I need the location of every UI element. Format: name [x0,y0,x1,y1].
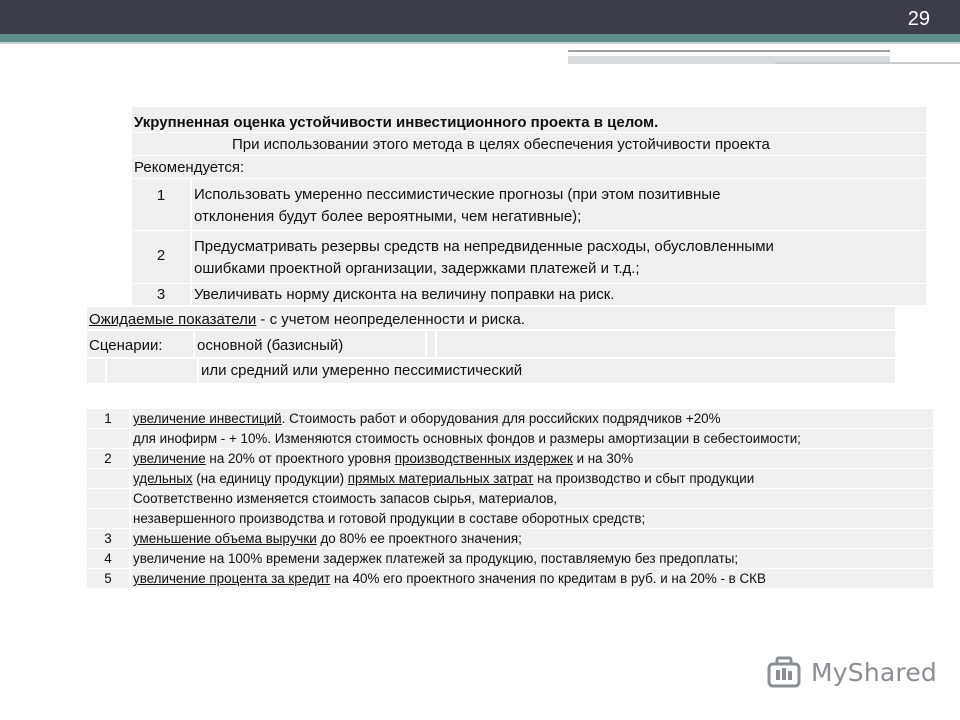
item-line: Использовать умеренно пессимистические прогнозы (при этом позитивные [194,186,721,203]
text-fragment: для инофирм - + 10%. Изменяются стоимость основных фондов и размеры амортизации в себестоимости; [133,431,801,446]
recommendation-item-3 [132,284,926,306]
row-number [87,429,131,448]
divider-line [0,42,960,44]
text-fragment: до 80% ее проектного значения; [316,531,522,546]
decor-line-1 [568,50,890,52]
myshared-logo [767,656,937,688]
row-number: 3 [87,529,131,548]
empty-cell [87,359,107,383]
row-number: 5 [87,569,131,588]
underlined-term: увеличение процента за кредит [133,571,331,586]
empty-cell [107,359,199,383]
myshared-logo-icon [767,656,803,688]
scenarios-label: Сценарии: [87,331,195,357]
underlined-term: уменьшение объема выручки [133,531,317,546]
underlined-term: увеличение [133,451,206,466]
text-fragment: . Стоимость работ и оборудования для российских подрядчиков +20% [281,411,721,426]
table-row [87,569,933,589]
row-text [131,429,933,448]
table-row [87,549,933,569]
scenario-alt-row [87,359,895,383]
page-number: 29 [907,8,930,30]
text-fragment: на 40% его проектного значения по кредитам в руб. и на 20% - в СКВ [330,571,766,586]
row-text [131,469,933,488]
table-row [87,509,933,529]
table-row [87,449,933,469]
underlined-term: увеличение инвестиций [133,411,282,426]
scenarios-table [87,307,895,383]
text-fragment: на 20% от проектного уровня [205,451,395,466]
text-fragment: Соответственно изменяется стоимость запасов сырья, материалов, [133,491,558,506]
row-number: 1 [87,409,131,428]
row-text [131,449,933,468]
item-number: 1 [132,179,192,230]
row-text [131,549,933,568]
expected-indicators-text: - с учетом неопределенности и риска. [256,311,526,328]
text-fragment: на производство и сбыт продукции [533,471,755,486]
method-subtitle: При использовании этого метода в целях обеспечения устойчивости проекта [132,133,926,156]
row-text [131,529,933,548]
text-fragment: (на единицу продукции) [192,471,348,486]
myshared-logo-text: MyShared [811,657,937,687]
underlined-term: удельных [133,471,193,486]
table-row [87,409,933,429]
decor-line-3 [775,62,960,64]
method-table [132,107,926,306]
table-row [87,469,933,489]
expected-indicators-row [87,307,895,331]
item-line: Увеличивать норму дисконта на величину поправки на риск. [194,286,615,303]
row-text [131,509,933,528]
recommendation-item-1 [132,179,926,231]
underlined-term: производственных издержек [394,451,573,466]
scenario-main: основной (базисный) [195,331,427,357]
scenario-alt: или средний или умеренно пессимистический [201,362,523,379]
row-number [87,489,131,508]
top-bar [0,0,960,34]
item-line: ошибками проектной организации, задержками платежей и т.д.; [194,260,640,277]
text-fragment: увеличение на 100% времени задержек платежей за продукцию, поставляемую без предоплаты; [133,551,739,566]
row-number [87,469,131,488]
table-row [87,429,933,449]
row-number: 2 [87,449,131,468]
recommends-label: Рекомендуется: [132,156,926,179]
recommendation-item-2 [132,231,926,284]
scenario-main-row [87,331,895,359]
underlined-term: прямых материальных затрат [347,471,534,486]
method-title: Укрупненная оценка устойчивости инвестиционного проекта в целом. [132,107,926,133]
table-row [87,529,933,549]
text-fragment: и на 30% [572,451,634,466]
item-line: Предусматривать резервы средств на непредвиденные расходы, обусловленными [194,238,774,255]
table-row [87,489,933,509]
item-line: отклонения будут более вероятными, чем негативные); [194,208,582,225]
row-number: 4 [87,549,131,568]
expected-indicators-label: Ожидаемые показатели [89,311,257,328]
teal-stripe [0,34,960,42]
row-text [131,569,933,588]
empty-cell [427,331,437,357]
item-number: 3 [132,284,192,305]
item-number: 2 [132,231,192,283]
risk-factors-table [87,409,933,589]
text-fragment: незавершенного производства и готовой продукции в составе оборотных средств; [133,511,646,526]
row-number [87,509,131,528]
row-text [131,409,933,428]
row-text [131,489,933,508]
